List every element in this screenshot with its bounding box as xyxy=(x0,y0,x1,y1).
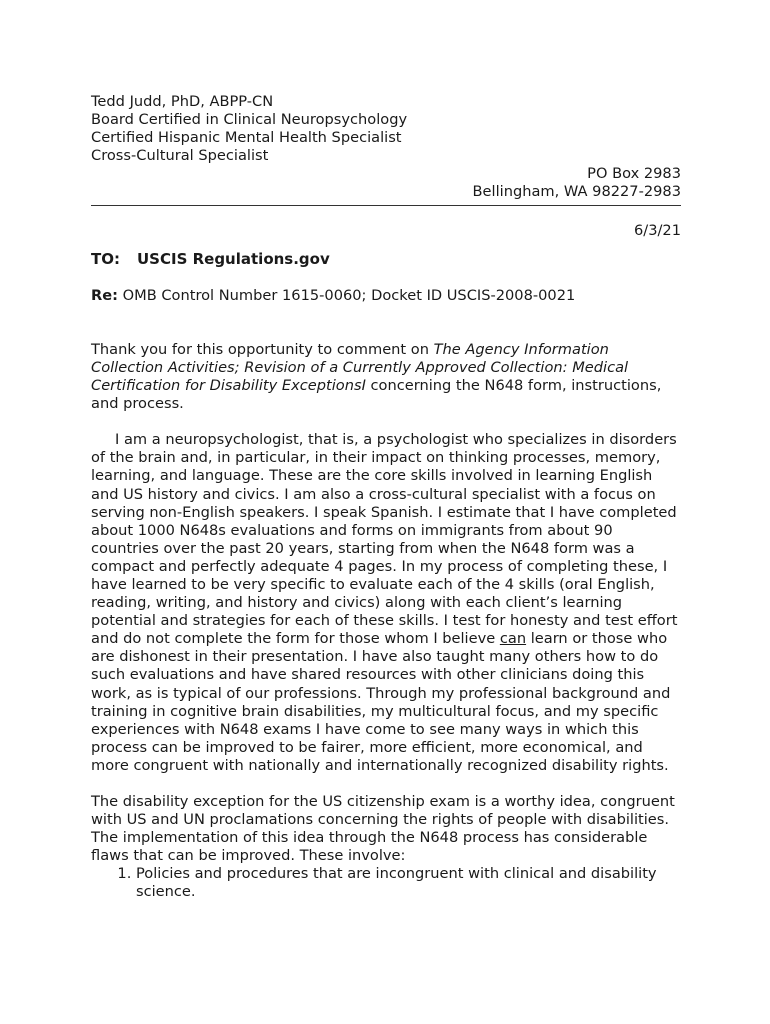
to-label: TO: xyxy=(91,249,120,268)
to-value: USCIS Regulations.gov xyxy=(137,249,330,268)
emphasis-underline: can xyxy=(499,630,527,648)
credential-line: Cross-Cultural Specialist xyxy=(91,147,269,165)
subject-line xyxy=(91,287,681,305)
credential-line: Board Certified in Clinical Neuropsychology xyxy=(91,111,408,129)
letter-date: 6/3/21 xyxy=(634,221,681,239)
header-divider xyxy=(91,205,681,206)
credential-line: Certified Hispanic Mental Health Specialist xyxy=(91,129,402,147)
intro-text-end: concerning the N648 form, instructions, and process. xyxy=(91,377,662,413)
intro-text: Thank you for this opportunity to comment on xyxy=(91,340,434,358)
issues-list xyxy=(91,865,681,901)
re-value: OMB Control Number 1615-0060; Docket ID USCIS-2008-0021 xyxy=(122,286,576,304)
list-item: 1. Policies and procedures that are incongruent with clinical and disability science. xyxy=(136,865,681,901)
body-paragraph xyxy=(91,431,681,775)
body-text: I am a neuropsychologist, that is, a psychologist who specializes in disorders of the brain and, in particular, in their impact on thinking processes, memory, learning, and language. These are the core skills involved in learning English and US history and civics. I am also a cross-cultural specialist with a focus on serving non-English speakers. I speak Spanish. I estimate that I have completed about 1000 N648s evaluations and forms on immigrants from about 90 countries over the past 20 years, starting from when the N648 form was a compact and perfectly adequate 4 pages. In my process of completing these, I have learned to be very specific to evaluate each of the 4 skills (oral English, reading, writing, and history and civics) along with each client’s learning potential and strategies for each of these skills. I test for honesty and test effort and do not complete the form for those whom I believe xyxy=(91,431,678,648)
address-city: Bellingham, WA 98227-2983 xyxy=(472,183,681,201)
recipient-line xyxy=(91,250,681,268)
intro-paragraph xyxy=(91,341,681,413)
address-po-box: PO Box 2983 xyxy=(587,165,681,183)
author-name: Tedd Judd, PhD, ABPP-CN xyxy=(91,93,274,110)
re-label: Re: xyxy=(91,286,118,304)
third-paragraph: The disability exception for the US citizenship exam is a worthy idea, congruent with US and UN proclamations concerning the rights of people with disabilities. The implementation of this idea through the N648 process has considerable flaws that can be improved. These involve: xyxy=(91,793,675,865)
body-text-end: learn or those who are dishonest in their presentation. I have also taught many others how to do such evaluations and have shared resources with other clinicians doing this work, as is typical of our professions. Through my professional background and training in cognitive brain disabilities, my multicultural focus, and my specific experiences with N648 exams I have come to see many ways in which this process can be improved to be fairer, more efficient, more economical, and more congruent with nationally and internationally recognized disability rights. xyxy=(91,630,671,774)
notice-title: The Agency Information Collection Activities; Revision of a Currently Approved Collection: Medical Certification for Disability ExceptionsI xyxy=(91,340,629,395)
letter-page xyxy=(91,93,681,902)
